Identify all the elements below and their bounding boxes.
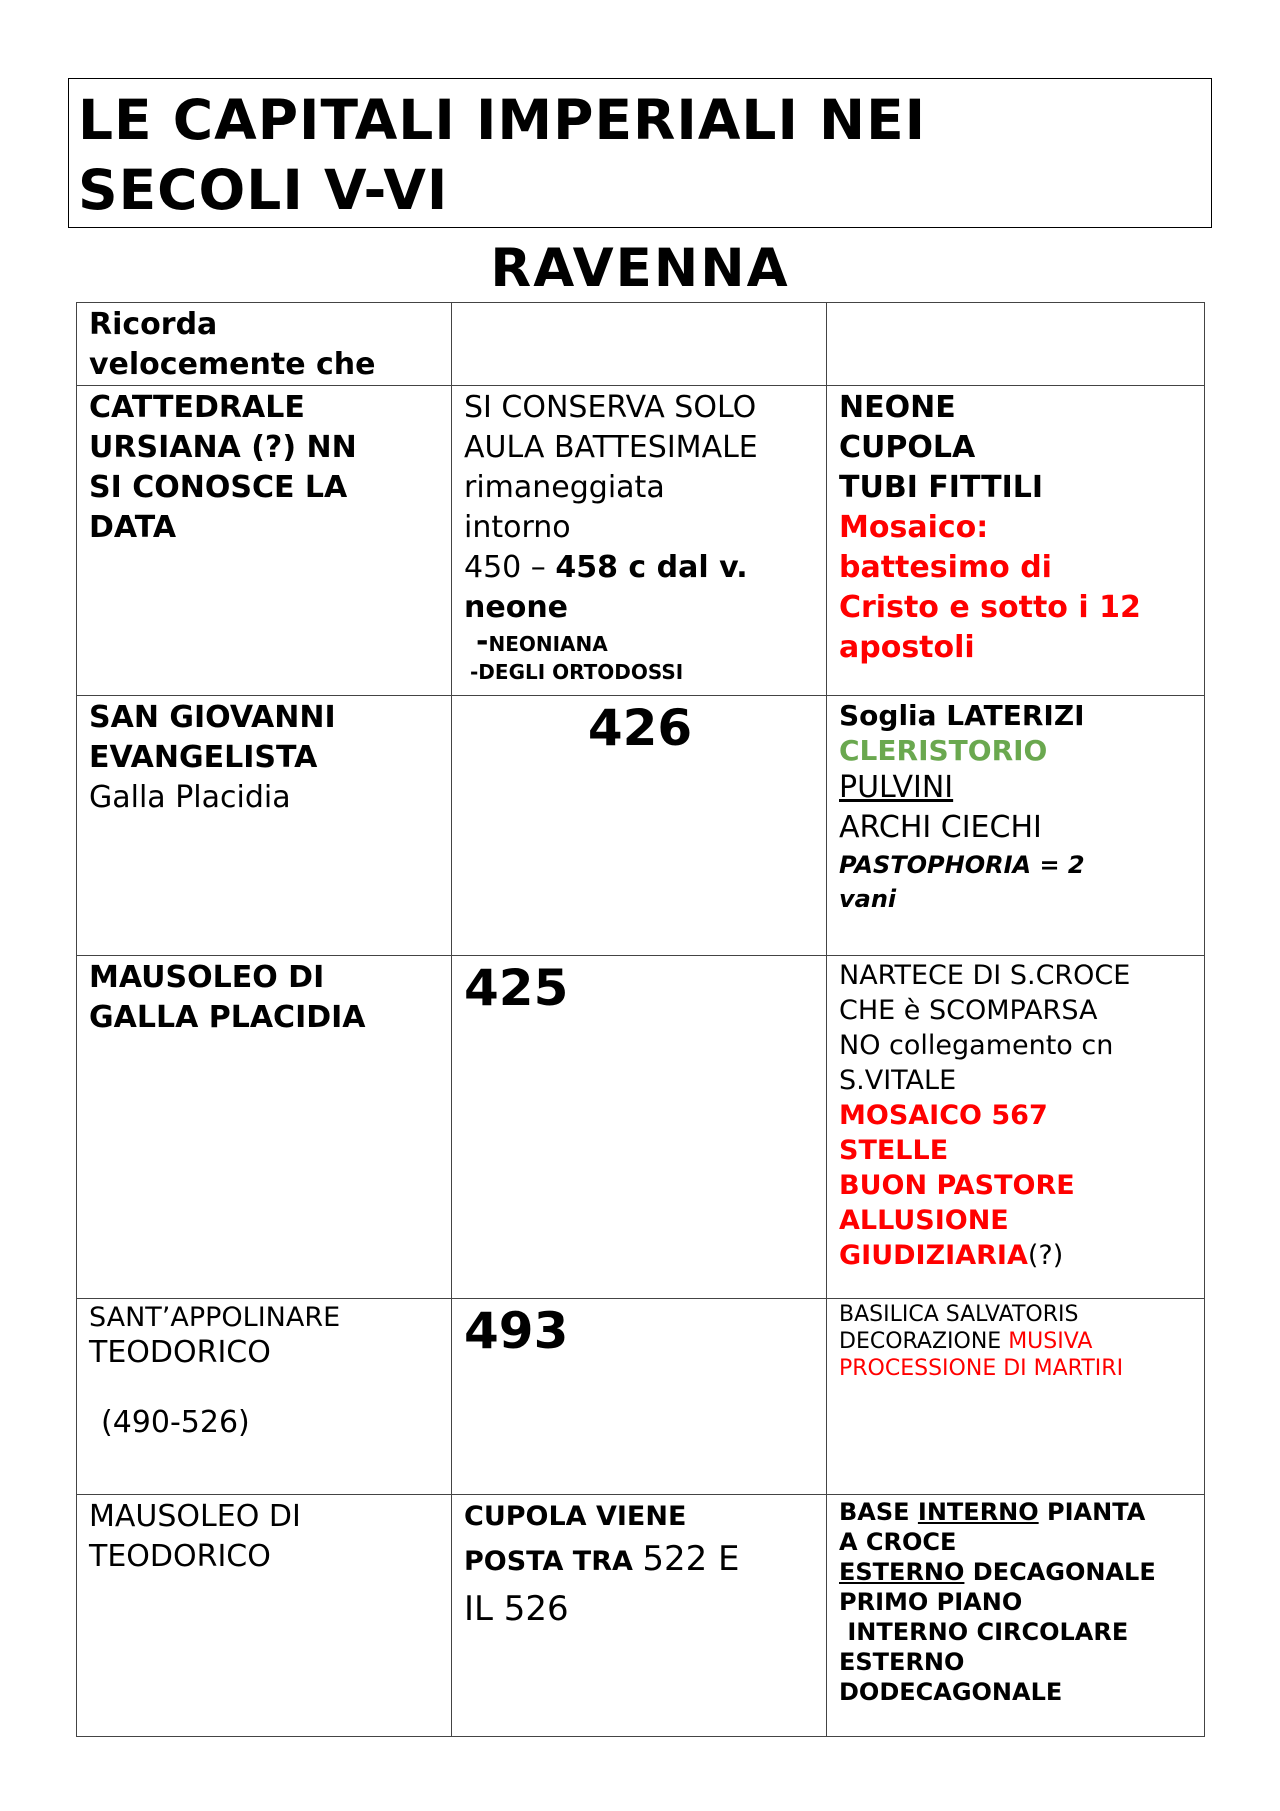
table-row bbox=[77, 1495, 1205, 1737]
table-row bbox=[77, 956, 1205, 1299]
monument-name-line: SAN GIOVANNI bbox=[89, 700, 336, 735]
feature-line-red: apostoli bbox=[839, 630, 975, 665]
date-text-line: intorno bbox=[464, 510, 571, 545]
feature-line-red: BUON PASTORE bbox=[839, 1170, 1075, 1201]
reign-years: (490-526) bbox=[101, 1405, 250, 1440]
monuments-table bbox=[76, 302, 1205, 1737]
feature-line: CUPOLA bbox=[839, 430, 976, 465]
cell-r4-c3 bbox=[827, 1299, 1205, 1495]
cell-r2-c2 bbox=[452, 696, 827, 956]
cell-r0-c3 bbox=[827, 303, 1205, 386]
year-start-text: 522 E bbox=[642, 1539, 740, 1579]
feature-line-red: battesimo di bbox=[839, 550, 1052, 585]
cell-r2-c1 bbox=[77, 696, 452, 956]
decagonale-text: DECAGONALE bbox=[964, 1558, 1156, 1586]
monument-name-line: MAUSOLEO DI bbox=[89, 1499, 301, 1534]
feature-line-green: CLERISTORIO bbox=[839, 734, 1048, 767]
date-text-line: SI CONSERVA SOLO bbox=[464, 390, 757, 425]
page-subtitle: RAVENNA bbox=[490, 238, 790, 299]
date-text-line: rimaneggiata bbox=[464, 470, 665, 505]
feature-line: NARTECE DI S.CROCE bbox=[839, 960, 1131, 991]
date-end: 458 c dal v. bbox=[555, 550, 748, 585]
intro-text-line: Ricorda bbox=[89, 307, 218, 342]
monument-name-line: DATA bbox=[89, 510, 177, 545]
monument-name-line: SANT’APPOLINARE bbox=[89, 1302, 341, 1333]
feature-line-red: ALLUSIONE bbox=[839, 1205, 1009, 1236]
monument-name-line: GALLA PLACIDIA bbox=[89, 1000, 366, 1035]
feature-line: DODECAGONALE bbox=[839, 1678, 1063, 1706]
feature-line-red: STELLE bbox=[839, 1135, 949, 1166]
monument-name-line: EVANGELISTA bbox=[89, 740, 318, 775]
table-row bbox=[77, 696, 1205, 956]
date-start: 450 – bbox=[464, 550, 556, 585]
cell-r2-c3 bbox=[827, 696, 1205, 956]
monument-name-line: CATTEDRALE bbox=[89, 390, 305, 425]
feature-line-red: MOSAICO 567 bbox=[839, 1100, 1048, 1131]
date-text-line: neone bbox=[464, 590, 569, 625]
cell-r5-c1 bbox=[77, 1495, 452, 1737]
feature-line: ESTERNO bbox=[839, 1648, 965, 1676]
dating-line bbox=[464, 1537, 816, 1587]
feature-line: TUBI FITTILI bbox=[839, 470, 1044, 505]
alt-name: NEONIANA bbox=[488, 632, 608, 656]
interno-text: INTERNO bbox=[917, 1498, 1039, 1526]
monument-name-line: MAUSOLEO DI bbox=[89, 960, 325, 995]
laterizi-text: LATERIZI bbox=[946, 699, 1085, 732]
cell-r1-c2 bbox=[452, 386, 827, 696]
feature-line: NO collegamento cn bbox=[839, 1030, 1114, 1061]
cell-r4-c2 bbox=[452, 1299, 827, 1495]
feature-line bbox=[839, 1557, 1194, 1587]
feature-line bbox=[839, 1497, 1194, 1527]
feature-line-italic: vani bbox=[839, 885, 897, 913]
cell-r3-c2 bbox=[452, 956, 827, 1299]
giudiziaria-text: GIUDIZIARIA bbox=[839, 1240, 1028, 1271]
feature-line bbox=[839, 1238, 1194, 1273]
monument-name-line: TEODORICO bbox=[89, 1335, 271, 1370]
title-box bbox=[68, 78, 1212, 228]
feature-line-red: Cristo e sotto i 12 bbox=[839, 590, 1141, 625]
cell-r0-c2 bbox=[452, 303, 827, 386]
date-range-line bbox=[464, 548, 816, 588]
feature-line: PRIMO PIANO bbox=[839, 1588, 1023, 1616]
table-row bbox=[77, 1299, 1205, 1495]
monument-name-line: URSIANA (?) NN bbox=[89, 430, 357, 465]
dash: - bbox=[476, 624, 489, 659]
page-title-line-2: SECOLI V-VI bbox=[78, 158, 449, 222]
cell-r4-c1 bbox=[77, 1299, 452, 1495]
feature-line-italic: PASTOPHORIA = 2 bbox=[839, 851, 1085, 879]
feature-line-underlined: PULVINI bbox=[839, 770, 954, 805]
cell-r0-c1 bbox=[77, 303, 452, 386]
feature-line bbox=[839, 1328, 1194, 1355]
feature-line-red: PROCESSIONE DI MARTIRI bbox=[839, 1356, 1124, 1381]
feature-line: S.VITALE bbox=[839, 1065, 957, 1096]
cell-r1-c1 bbox=[77, 386, 452, 696]
feature-line: A CROCE bbox=[839, 1528, 957, 1556]
date-text-line: AULA BATTESIMALE bbox=[464, 430, 758, 465]
table-row bbox=[77, 386, 1205, 696]
year-value: 425 bbox=[464, 959, 569, 1017]
feature-line-red: Mosaico: bbox=[839, 510, 989, 545]
question-mark: (?) bbox=[1027, 1240, 1064, 1271]
feature-line: INTERNO CIRCOLARE bbox=[839, 1618, 1129, 1646]
posta-tra-text: POSTA TRA bbox=[464, 1546, 643, 1577]
cell-r3-c3 bbox=[827, 956, 1205, 1299]
feature-line: ARCHI CIECHI bbox=[839, 810, 1042, 845]
soglia-text: Soglia bbox=[839, 699, 947, 732]
base-text: BASE bbox=[839, 1498, 918, 1526]
pianta-text: PIANTA bbox=[1038, 1498, 1146, 1526]
dating-line: CUPOLA VIENE bbox=[464, 1501, 687, 1532]
monument-patron: Galla Placidia bbox=[89, 780, 291, 815]
feature-line: NEONE bbox=[839, 390, 956, 425]
year-value: 493 bbox=[464, 1302, 569, 1360]
cell-r1-c3 bbox=[827, 386, 1205, 696]
feature-line bbox=[839, 698, 1194, 733]
musiva-text: MUSIVA bbox=[1008, 1329, 1093, 1354]
cell-r3-c1 bbox=[77, 956, 452, 1299]
dating-line: IL 526 bbox=[464, 1589, 569, 1629]
monument-name-line: SI CONOSCE LA bbox=[89, 470, 348, 505]
year-value: 426 bbox=[587, 699, 693, 757]
feature-line: CHE è SCOMPARSA bbox=[839, 995, 1098, 1026]
table-row-header bbox=[77, 303, 1205, 386]
alt-name-line bbox=[464, 624, 816, 659]
intro-text-line: velocemente che bbox=[89, 347, 376, 382]
monument-name-line: TEODORICO bbox=[89, 1539, 271, 1574]
feature-line: BASILICA SALVATORIS bbox=[839, 1302, 1079, 1327]
cell-r5-c3 bbox=[827, 1495, 1205, 1737]
decorazione-text: DECORAZIONE bbox=[839, 1329, 1009, 1354]
esterno-text: ESTERNO bbox=[839, 1558, 965, 1586]
alt-name: -DEGLI ORTODOSSI bbox=[470, 660, 684, 684]
cell-r5-c2 bbox=[452, 1495, 827, 1737]
page-title-line-1: LE CAPITALI IMPERIALI NEI bbox=[78, 88, 927, 152]
